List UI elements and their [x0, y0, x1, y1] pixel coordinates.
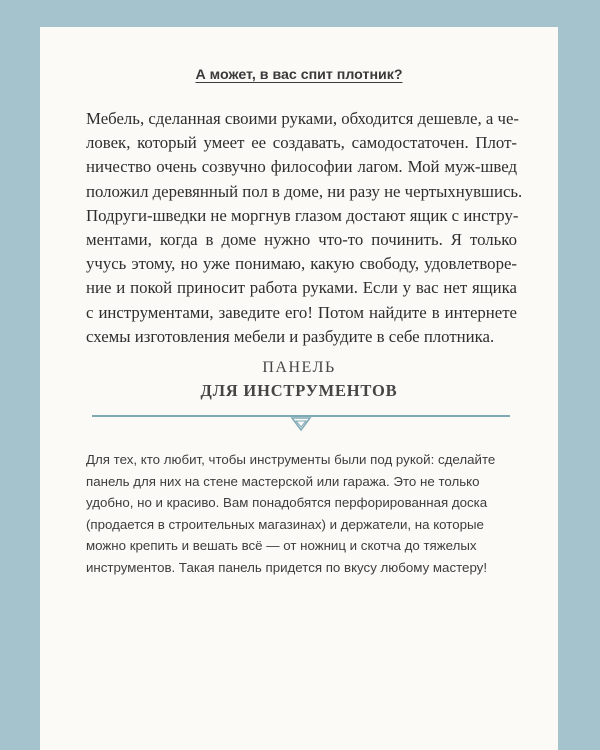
section-text-line: инструментов. Такая панель придется по вкусу любому мастеру! [86, 559, 488, 575]
main-text-line: ничество очень созвучно философии лагом. Мой муж-швед [86, 157, 517, 177]
main-text-line: с инструментами, заведите его! Потом найдите в интернете [86, 302, 517, 322]
main-text-line: Мебель, сделанная своими руками, обходится дешевле, а че- [86, 109, 519, 128]
page-title-text: А может, в вас спит плотник? [195, 67, 403, 83]
main-text-line: Подруги-шведки не моргнув глазом достают ящик с инстру- [86, 205, 519, 225]
section-text-line: (продается в строительных магазинах) и держатели, на которые [86, 516, 484, 532]
section-text-line: панель для них на стене мастерской или гаража. Это не только [86, 473, 480, 489]
page [40, 27, 558, 750]
main-text-line: ловек, который умеет ее создавать, самодостаточен. Плот- [86, 133, 517, 153]
section-heading-line2: ДЛЯ ИНСТРУМЕНТОВ [200, 381, 398, 400]
section-heading [40, 357, 558, 403]
section-text-line: удобно, но и красиво. Вам понадобятся перфорированная доска [86, 495, 488, 511]
main-text-line: ние и покой приносит работа руками. Если у вас нет ящика [86, 278, 517, 298]
section-text-line: Для тех, кто любит, чтобы инструменты были под рукой: сделайте [86, 452, 496, 467]
section-text-line: можно крепить и вешать всё — от ножниц и скотча до тяжелых [86, 538, 477, 554]
section-divider [92, 410, 510, 434]
section-paragraph [86, 449, 518, 579]
page-title [40, 67, 558, 83]
triangle-ornament-icon [292, 418, 310, 430]
main-text-line: схемы изготовления мебели и разбудите в себе плотника. [86, 326, 495, 346]
main-text-line: положил деревянный пол в доме, ни разу не чертыхнувшись. [86, 181, 523, 201]
main-paragraph [86, 107, 523, 349]
section-heading-line1: ПАНЕЛЬ [262, 359, 336, 376]
main-text-line: ментами, когда в доме нужно что-то починить. Я только [86, 230, 517, 250]
main-text-line: учусь этому, но уже понимаю, какую свободу, удовлетворе- [86, 254, 517, 274]
